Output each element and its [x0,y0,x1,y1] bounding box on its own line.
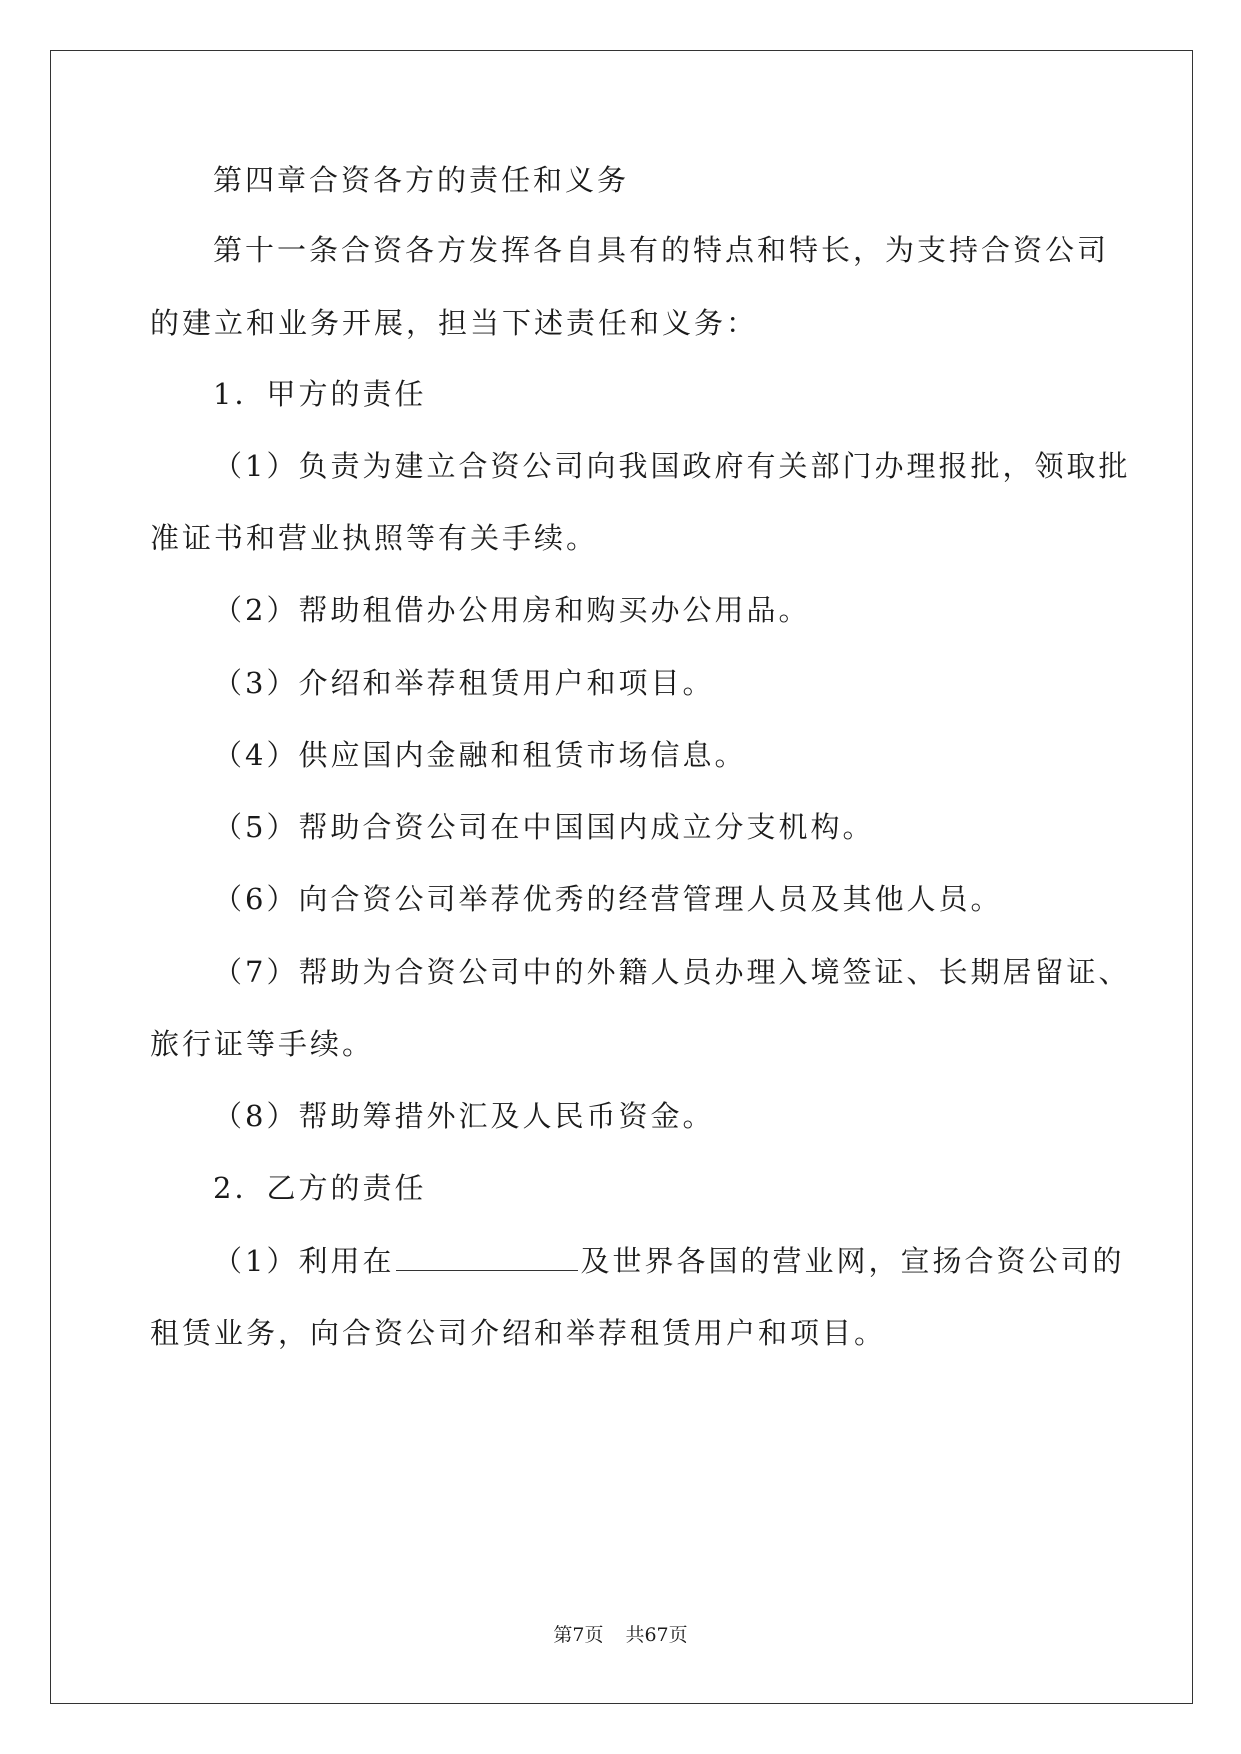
page-border [50,50,1193,1704]
party-a-item-7-line2: 旅行证等手续。 [150,1027,375,1061]
article-11-line2: 的建立和业务开展，担当下述责任和义务： [150,306,759,340]
party-a-item-8: （8）帮助筹措外汇及人民币资金。 [213,1099,715,1133]
total-pages: 共67页 [625,1624,688,1646]
party-a-item-3: （3）介绍和举荐租赁用户和项目。 [213,666,715,700]
chapter-title: 第四章合资各方的责任和义务 [213,163,630,197]
article-11-line1: 第十一条合资各方发挥各自具有的特点和特长，为支持合资公司 [213,233,1110,267]
fill-in-blank [396,1246,578,1271]
party-b-heading: 2．乙方的责任 [213,1171,427,1205]
party-a-heading: 1．甲方的责任 [213,377,427,411]
party-a-item-4: （4）供应国内金融和租赁市场信息。 [213,738,747,772]
party-a-item-1-line2: 准证书和营业执照等有关手续。 [150,521,599,555]
party-a-item-6: （6）向合资公司举荐优秀的经营管理人员及其他人员。 [213,882,1003,916]
party-a-item-5: （5）帮助合资公司在中国国内成立分支机构。 [213,810,875,844]
page-footer [0,1620,1241,1647]
page-number: 第7页 [553,1624,604,1646]
party-b-item-1-suffix: 及世界各国的营业网，宣扬合资公司的 [580,1244,1125,1278]
party-b-item-1-line1 [213,1241,1124,1281]
party-a-item-2: （2）帮助租借办公用房和购买办公用品。 [213,593,811,627]
party-b-item-1-prefix: （1）利用在 [213,1244,395,1278]
party-a-item-1-line1: （1）负责为建立合资公司向我国政府有关部门办理报批，领取批 [213,449,1131,483]
party-b-item-1-line2: 租赁业务，向合资公司介绍和举荐租赁用户和项目。 [150,1316,887,1350]
party-a-item-7-line1: （7）帮助为合资公司中的外籍人员办理入境签证、长期居留证、 [213,955,1131,989]
